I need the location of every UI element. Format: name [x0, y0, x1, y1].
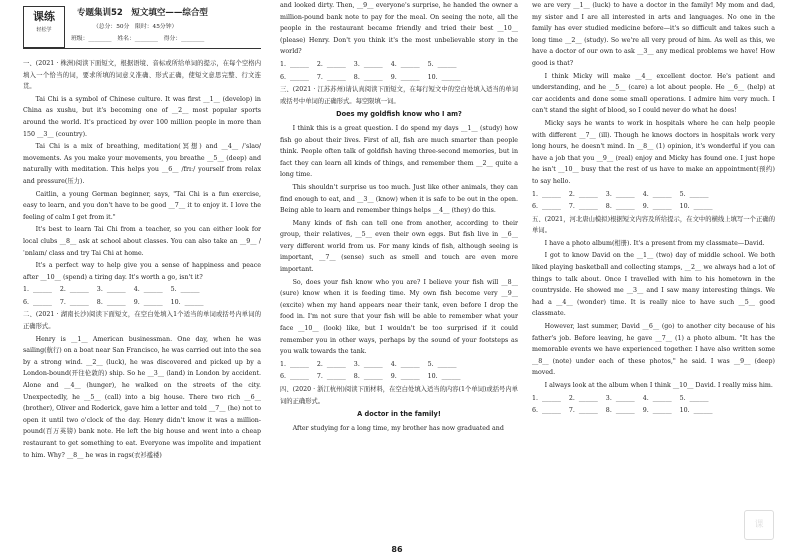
worksheet-title: 专题集训52 短文填空——综合型 [77, 8, 208, 18]
answer-line: 6. ______ 7. ______ 8. ______ 9. ______ 10. ______ [532, 203, 713, 211]
section-instruction: 一、(2021 · 株洲)阅读下面短文，根据语境、音标或所给单词的提示，在每个空格内填入一个恰当的词，要求所填的词意义准确、形式正确，使短文意思完整、行文连贯。 [23, 60, 261, 91]
passage-paragraph: Tai Chi is a symbol of Chinese culture. It was first __1__ (develop) in China as xushu, but it's becoming one of __2__ most popular sports around the world. It's practiced by over 100 million people in more than 150 __3__ (country). [23, 95, 264, 138]
passage-paragraph: This shouldn't surprise us too much. Just like other animals, they can find enough to eat, and __3__ (know) when it is safe to be out in the open. Being able to learn and remember things helps __4__ (they) do this. [280, 183, 521, 215]
passage-title: A doctor in the family! [357, 410, 441, 419]
column-middle [280, 0, 521, 558]
section-instruction: 三、(2021 · 江苏苏州)请认真阅读下面短文，在每行短文中的空白处填入适当的单词或括号中单词的正确形式。每空限填一词。 [280, 86, 518, 105]
page-number: 86 [391, 545, 403, 554]
column-right [532, 0, 778, 558]
column-right-body [532, 0, 778, 417]
passage-paragraph: I have a photo album(相册). It's a present from my classmate—David. [544, 239, 765, 247]
passage-paragraph: Tai Chi is a mix of breathing, meditation(冥想) and __4__ /ˈslaʊ/ movements. As you make your movements, you breathe __5__ (deep) and naturally with meditation. This helps you __6__ /frɪː/ yourself from relax and pressure(压力). [23, 143, 264, 185]
answer-line: 6. ______ 7. ______ 8. ______ 9. ______ 10. ______ [280, 373, 461, 381]
passage-paragraph: I got to know David on the __1__ (two) day of middle school. We both liked playing basketball and collecting stamps, __2__ we always had a lot of things to talk about. Once I travelled with him to his hometown in the countryside. He showed me __3__ and I saw many interesting things. We had a __4__ (wonder) time. It is really nice to have such __5__ good classmate. [532, 252, 778, 318]
answer-line: 1. ______ 2. ______ 3. ______ 4. ______ 5. ______ [532, 190, 709, 198]
passage-paragraph: After studying for a long time, my brother has now graduated and [292, 424, 504, 432]
worksheet-meta: （总分：50分 限时：45分钟） [93, 24, 178, 30]
logo-text: 课练 [33, 10, 55, 23]
student-info-line: 班级：________ 姓名：________ 得分：________ [71, 36, 205, 42]
passage-paragraph: Micky says he wants to work in hospitals where he can help people with different __7__ (ill). Though he knows doctors in hospitals work very long hours, he doesn't mind. In __8__ (1) opinion, it's wonderful if you can have a job that you __9__ (real) enjoy and Micky has found one. I just hope he isn't __10__ busy that the rest of us have to make an appointment(预约) to say hello. [532, 119, 778, 185]
section-instruction: 四、(2020 · 浙江杭州)阅读下面材料，在空白处填入适当的内容(1个单词)或括号内单词的正确形式。 [280, 386, 518, 405]
passage-paragraph: and looked dirty. Then, __9__ everyone's surprise, he handed the owner a million-pound bank note to pay for the meal. On seeing the note, all the people in the restaurant became friendly and tried their best __10__ (please) Henry. Don't you think it's the most unbelievable story in the world? [280, 2, 521, 56]
passage-paragraph: It's a perfect way to help give you a sense of happiness and peace after __10__ (spend) a tiring day. It's worth a go, isn't it? [23, 262, 264, 281]
passage-paragraph: Caitlin, a young German beginner, says, "Tai Chi is a fun exercise, easy to learn, and you don't have to be good __7__ it to enjoy it. I love the feeling of calm I get from it." [23, 190, 264, 221]
answer-line: 1. ______ 2. ______ 3. ______ 4. ______ 5. ______ [280, 360, 457, 368]
answer-line: 6. ______ 7. ______ 8. ______ 9. ______ 10. ______ [23, 298, 204, 306]
column-middle-body [280, 0, 521, 434]
section-instruction: 五、(2021，河北唐山模拟)根据短文内容及所给提示，在文中的横线上填写一个正确的单词。 [532, 215, 775, 235]
passage-paragraph: I think Micky will make __4__ excellent doctor. He's patient and understanding, and he __5__ (care) a lot about people. He __6__ (help) at car accidents and done some small operations. I admire him very much. I can't stand the sight of blood, so I could never do what he does! [532, 72, 778, 115]
passage-title: Does my goldfish know who I am? [336, 110, 462, 119]
section-instruction: 二、(2021 · 湖南长沙)阅读下面短文，在空白处填入1个适当的单词或括号内单词的正确形式。 [23, 311, 261, 331]
logo-sub: 轻松学 [36, 27, 52, 33]
answer-line: 1. ______ 2. ______ 3. ______ 4. ______ 5. ______ [532, 394, 709, 402]
column-left [23, 0, 264, 558]
answer-line: 6. ______ 7. ______ 8. ______ 9. ______ 10. ______ [532, 407, 713, 415]
passage-paragraph: we are very __1__ (luck) to have a doctor in the family! My mom and dad, my sister and I are all interested in arts and languages. No one in the family has ever studied medicine before—it's so difficult and takes such a long time __2__ (study). So we're all very proud of him. As well as this, we have a doctor of our own to ask __3__ any medical problems we have! How good is that? [532, 2, 778, 67]
passage-paragraph: I think this is a great question. I do spend my days __1__ (study) how fish go about their lives. First of all, fish are much smarter than people think. People often talk of goldfish having three-second memories, but in fact they can learn all kinds of things, and remember them __2__ quite a long time. [280, 124, 521, 179]
watermark-stamp [744, 510, 774, 540]
passage-paragraph: However, last summer, David __6__ (go) to another city because of his father's job. Before leaving, he gave __7__ (1) a photo album. "It has the memorable events we have experienced together. I have also written some __8__ (note) under each of these photos," he said. I was __9__ (deep) moved. [532, 323, 778, 377]
column-left-body [23, 58, 264, 461]
header-divider [23, 48, 261, 49]
passage-paragraph: So, does your fish know who you are? I believe your fish will __8__ (sure) know when it is feeding time. My own fish become very __9__ (excite) when my hand appears near their tank, even before I drop the food in. I'm not sure that your fish will be able to remember what your face __10__ (look) like, but I wouldn't be too surprised if it could remember you in other ways, perhaps by the sound of your footsteps as you walk towards the tank. [280, 278, 521, 356]
answer-line: 1. ______ 2. ______ 3. ______ 4. ______ 5. ______ [23, 286, 200, 294]
passage-paragraph: It's best to learn Tai Chi from a teacher, so you can either look for local clubs __8__ ask at school about classes. You can also take an __9__ /ˈɒnlaɪn/ class and try Tai Chi at home. [23, 226, 264, 257]
answer-line: 1. ______ 2. ______ 3. ______ 4. ______ 5. ______ [280, 60, 457, 68]
stamp-text: 课 [754, 520, 764, 530]
passage-paragraph: I always look at the album when I think __10__ David. I really miss him. [544, 382, 773, 389]
worksheet-header [23, 6, 261, 58]
brand-logo [23, 6, 65, 48]
passage-paragraph: Many kinds of fish can tell one from another, according to their group, their relatives, __5__ even their own eggs. But fish live in __6__ very different world from us. For many kinds of fish, although seeing is important, __7__ (sense) such as smell and touch are even more important. [280, 219, 521, 274]
answer-line: 6. ______ 7. ______ 8. ______ 9. ______ 10. ______ [280, 73, 461, 81]
passage-paragraph: Henry is __1__ American businessman. One day, when he was sailing(航行) on a boat near San Francisco, he was carried out into the sea by a strong wind. __2__ (luck), he was discovered and picked up by a London-bound(开往伦敦的) ship. So he __3__ (land) in London by accident. Alone and __4__ (hunger), he walked on the streets of the city. Unexpectedly, he __5__ (call) into a big house. There two rich __6__ (brother), Oliver and Roderick, gave him a letter and told __7__ (he) not to open it until two o'clock of the day. Henry didn't know it was a million-pound(百万英镑) bank note. He left the big house and went into a cheap restaurant to get something to eat. Everyone was impolite and impatient to him. Why? __8__ he was in rags(衣衫褴褛) [23, 335, 264, 459]
